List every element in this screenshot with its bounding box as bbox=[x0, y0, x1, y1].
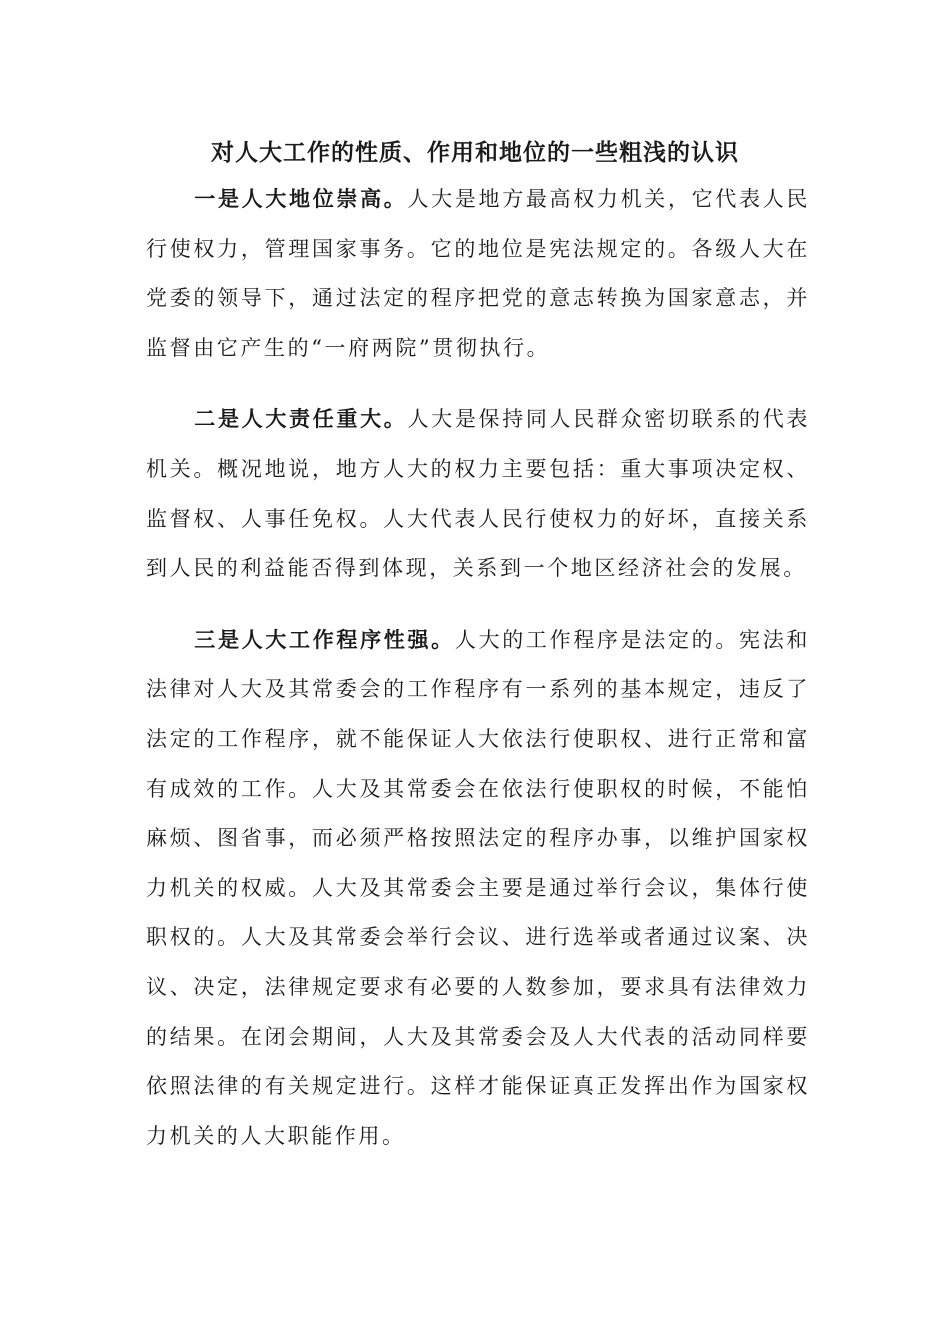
paragraph-3 bbox=[146, 615, 810, 1162]
document-body bbox=[146, 174, 810, 1182]
paragraph-1-lead: 一是人大地位崇高。 bbox=[194, 186, 408, 211]
paragraph-2-text: 人大是保持同人民群众密切联系的代表机关。概况地说，地方人大的权力主要包括：重大事项决定权、监督权、人事任免权。人大代表人民行使权力的好坏，直接关系到人民的利益能否得到体现，关系到一个地区经济社会的发展。 bbox=[146, 407, 810, 581]
paragraph-3-text: 人大的工作程序是法定的。宪法和法律对人大及其常委会的工作程序有一系列的基本规定，违反了法定的工作程序，就不能保证人大依法行使职权、进行正常和富有成效的工作。人大及其常委会在依法行使职权的时候，不能怕麻烦、图省事，而必须严格按照法定的程序办事，以维护国家权力机关的权威。人大及其常委会主要是通过举行会议，集体行使职权的。人大及其常委会举行会议、进行选举或者通过议案、决议、决定，法律规定要求有必要的人数参加，要求具有法律效力的结果。在闭会期间，人大及其常委会及人大代表的活动同样要依照法律的有关规定进行。这样才能保证真正发挥出作为国家权力机关的人大职能作用。 bbox=[146, 627, 810, 1148]
paragraph-2-lead: 二是人大责任重大。 bbox=[194, 406, 408, 432]
document-title: 对人大工作的性质、作用和地位的一些粗浅的认识 bbox=[211, 139, 739, 166]
paragraph-1 bbox=[146, 174, 810, 373]
paragraph-1-text: 人大是地方最高权力机关，它代表人民行使权力，管理国家事务。它的地位是宪法规定的。各级人大在党委的领导下，通过法定的程序把党的意志转换为国家意志，并监督由它产生的“一府两院”贯彻执行。 bbox=[146, 187, 810, 360]
paragraph-2 bbox=[146, 394, 810, 593]
paragraph-3-lead: 三是人大工作程序性强。 bbox=[194, 626, 455, 652]
